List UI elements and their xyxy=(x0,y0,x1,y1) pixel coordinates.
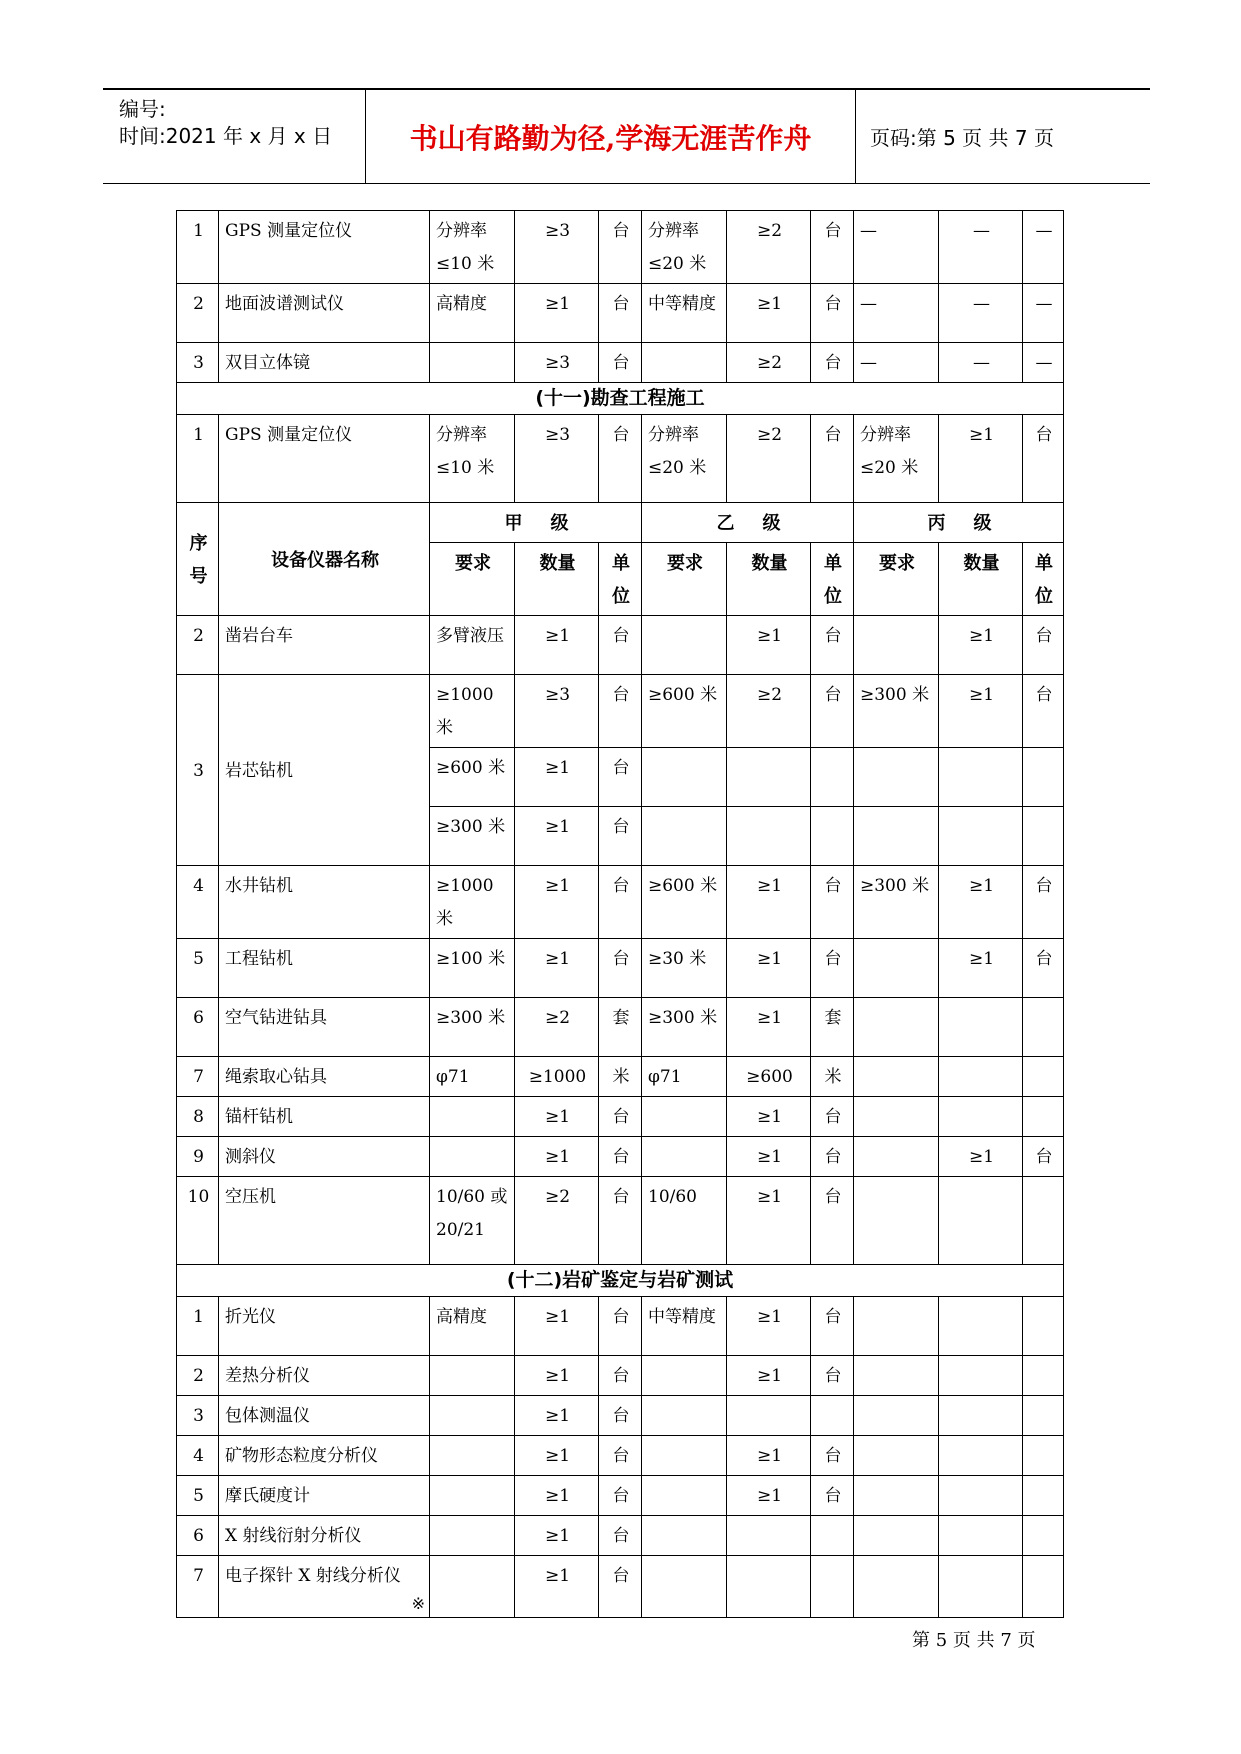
grade-b-requirement xyxy=(642,1137,727,1177)
grade-a-quantity: ≥1 xyxy=(515,807,599,866)
header-quantity: 数量 xyxy=(727,543,811,616)
row-number: 4 xyxy=(177,866,219,939)
grade-b-unit: 米 xyxy=(811,1057,854,1097)
grade-a-requirement: ≥1000 米 xyxy=(430,866,515,939)
grade-a-unit: 台 xyxy=(599,807,642,866)
grade-a-unit: 米 xyxy=(599,1057,642,1097)
grade-a-quantity: ≥3 xyxy=(515,343,599,383)
table-row xyxy=(177,1137,1064,1177)
header-middle-cell xyxy=(366,90,856,183)
grade-b-requirement xyxy=(642,1356,727,1396)
grade-b-requirement: 分辨率≤20 米 xyxy=(642,211,727,284)
row-number: 8 xyxy=(177,1097,219,1137)
grade-b-requirement: 中等精度 xyxy=(642,1297,727,1356)
grade-a-unit: 台 xyxy=(599,1297,642,1356)
grade-a-unit: 台 xyxy=(599,1137,642,1177)
grade-c-requirement xyxy=(854,1396,939,1436)
grade-c-unit: — xyxy=(1023,284,1064,343)
grade-b-quantity: ≥1 xyxy=(727,616,811,675)
grade-c-quantity xyxy=(939,1516,1023,1556)
grade-a-requirement xyxy=(430,1476,515,1516)
grade-a-unit: 台 xyxy=(599,939,642,998)
grade-c-unit xyxy=(1023,1297,1064,1356)
grade-c-quantity xyxy=(939,1097,1023,1137)
header-grade-a: 甲级 xyxy=(430,503,642,543)
section-heading-11: (十一)勘查工程施工 xyxy=(177,383,1064,415)
header-name: 设备仪器名称 xyxy=(219,503,430,616)
header-unit: 单位 xyxy=(599,543,642,616)
grade-c-unit xyxy=(1023,1057,1064,1097)
grade-c-requirement xyxy=(854,1476,939,1516)
grade-b-quantity: ≥1 xyxy=(727,866,811,939)
grade-b-quantity: ≥2 xyxy=(727,343,811,383)
grade-a-requirement xyxy=(430,1396,515,1436)
grade-c-requirement: — xyxy=(854,211,939,284)
row-number: 10 xyxy=(177,1177,219,1265)
grade-a-quantity: ≥3 xyxy=(515,675,599,748)
equipment-name: 地面波谱测试仪 xyxy=(219,284,430,343)
grade-c-requirement xyxy=(854,1097,939,1137)
row-number: 9 xyxy=(177,1137,219,1177)
equipment-name: GPS 测量定位仪 xyxy=(219,211,430,284)
equipment-name: GPS 测量定位仪 xyxy=(219,415,430,503)
equipment-name: 摩氏硬度计 xyxy=(219,1476,430,1516)
grade-a-unit: 台 xyxy=(599,1556,642,1618)
row-number: 6 xyxy=(177,998,219,1057)
grade-c-unit: 台 xyxy=(1023,675,1064,748)
grade-a-requirement: ≥600 米 xyxy=(430,748,515,807)
grade-a-unit: 套 xyxy=(599,998,642,1057)
row-number: 3 xyxy=(177,1396,219,1436)
grade-c-unit xyxy=(1023,1476,1064,1516)
grade-b-unit: 台 xyxy=(811,1436,854,1476)
grade-c-quantity xyxy=(939,1057,1023,1097)
grade-b-quantity: ≥1 xyxy=(727,1297,811,1356)
equipment-name: 双目立体镜 xyxy=(219,343,430,383)
grade-b-requirement: ≥300 米 xyxy=(642,998,727,1057)
grade-a-unit: 台 xyxy=(599,343,642,383)
equipment-name: 包体测温仪 xyxy=(219,1396,430,1436)
row-number: 7 xyxy=(177,1057,219,1097)
grade-b-requirement: ≥600 米 xyxy=(642,866,727,939)
grade-c-requirement xyxy=(854,1556,939,1618)
grade-a-requirement: ≥300 米 xyxy=(430,998,515,1057)
equipment-name: 空压机 xyxy=(219,1177,430,1265)
grade-b-quantity xyxy=(727,1556,811,1618)
table-row xyxy=(177,939,1064,998)
header-quantity: 数量 xyxy=(515,543,599,616)
equipment-name: 折光仪 xyxy=(219,1297,430,1356)
grade-b-requirement xyxy=(642,1396,727,1436)
table-row xyxy=(177,675,1064,748)
grade-b-requirement: 10/60 xyxy=(642,1177,727,1265)
row-number: 5 xyxy=(177,1476,219,1516)
grade-a-requirement xyxy=(430,1137,515,1177)
grade-c-requirement: ≥300 米 xyxy=(854,675,939,748)
grade-b-unit: 台 xyxy=(811,211,854,284)
grade-c-quantity xyxy=(939,1556,1023,1618)
grade-c-unit xyxy=(1023,1356,1064,1396)
table-row xyxy=(177,211,1064,284)
grade-c-requirement xyxy=(854,1297,939,1356)
grade-c-quantity: — xyxy=(939,211,1023,284)
grade-c-unit xyxy=(1023,1097,1064,1137)
equipment-name: 凿岩台车 xyxy=(219,616,430,675)
grade-c-requirement xyxy=(854,1057,939,1097)
grade-a-quantity: ≥1 xyxy=(515,1476,599,1516)
section-row xyxy=(177,1265,1064,1297)
grade-c-requirement: — xyxy=(854,284,939,343)
grade-c-requirement xyxy=(854,1516,939,1556)
grade-a-quantity: ≥1 xyxy=(515,1516,599,1556)
grade-a-requirement: 10/60 或 20/21 xyxy=(430,1177,515,1265)
table-row xyxy=(177,284,1064,343)
grade-c-quantity xyxy=(939,1297,1023,1356)
grade-c-unit: — xyxy=(1023,211,1064,284)
grade-c-requirement: — xyxy=(854,343,939,383)
grade-c-requirement xyxy=(854,939,939,998)
equipment-name: 测斜仪 xyxy=(219,1137,430,1177)
page-header xyxy=(103,88,1150,184)
grade-a-requirement xyxy=(430,1516,515,1556)
reference-mark: ※ xyxy=(411,1594,425,1613)
row-number: 6 xyxy=(177,1516,219,1556)
grade-b-quantity: ≥1 xyxy=(727,1476,811,1516)
grade-a-quantity: ≥1 xyxy=(515,1436,599,1476)
table-row xyxy=(177,1396,1064,1436)
grade-c-requirement xyxy=(854,616,939,675)
grade-b-unit: 台 xyxy=(811,1356,854,1396)
equipment-name: 差热分析仪 xyxy=(219,1356,430,1396)
grade-a-unit: 台 xyxy=(599,616,642,675)
grade-c-quantity xyxy=(939,1396,1023,1436)
grade-c-requirement: ≥300 米 xyxy=(854,866,939,939)
table-row xyxy=(177,1556,1064,1618)
grade-b-requirement xyxy=(642,748,727,807)
table-row xyxy=(177,415,1064,503)
grade-c-unit: 台 xyxy=(1023,866,1064,939)
grade-c-requirement xyxy=(854,998,939,1057)
grade-b-quantity xyxy=(727,1516,811,1556)
grade-a-unit: 台 xyxy=(599,748,642,807)
grade-b-requirement: ≥600 米 xyxy=(642,675,727,748)
grade-c-requirement xyxy=(854,748,939,807)
section-heading-12: (十二)岩矿鉴定与岩矿测试 xyxy=(177,1265,1064,1297)
grade-c-quantity: ≥1 xyxy=(939,616,1023,675)
grade-a-unit: 台 xyxy=(599,1177,642,1265)
grade-b-requirement xyxy=(642,1516,727,1556)
grade-b-unit: 台 xyxy=(811,866,854,939)
row-number: 1 xyxy=(177,1297,219,1356)
table-row xyxy=(177,616,1064,675)
grade-c-quantity xyxy=(939,1177,1023,1265)
grade-c-unit xyxy=(1023,807,1064,866)
grade-c-unit xyxy=(1023,1396,1064,1436)
grade-c-requirement xyxy=(854,1177,939,1265)
grade-a-requirement: ≥100 米 xyxy=(430,939,515,998)
grade-b-unit: 台 xyxy=(811,1177,854,1265)
grade-c-quantity: ≥1 xyxy=(939,939,1023,998)
header-quantity: 数量 xyxy=(939,543,1023,616)
header-grade-b: 乙级 xyxy=(642,503,854,543)
grade-a-requirement xyxy=(430,1097,515,1137)
grade-c-requirement xyxy=(854,1436,939,1476)
grade-a-quantity: ≥1 xyxy=(515,284,599,343)
header-unit: 单位 xyxy=(1023,543,1064,616)
equipment-name: 空气钻进钻具 xyxy=(219,998,430,1057)
grade-b-requirement: 分辨率≤20 米 xyxy=(642,415,727,503)
grade-c-quantity: — xyxy=(939,343,1023,383)
row-number: 1 xyxy=(177,415,219,503)
row-number: 4 xyxy=(177,1436,219,1476)
row-number: 2 xyxy=(177,284,219,343)
table-row xyxy=(177,1516,1064,1556)
grade-a-requirement xyxy=(430,1356,515,1396)
grade-b-unit xyxy=(811,1396,854,1436)
grade-a-quantity: ≥3 xyxy=(515,211,599,284)
grade-b-quantity: ≥1 xyxy=(727,998,811,1057)
grade-b-unit: 台 xyxy=(811,284,854,343)
header-left-cell xyxy=(103,90,366,183)
grade-b-unit: 台 xyxy=(811,1137,854,1177)
header-page-number: 页码:第 5 页 共 7 页 xyxy=(870,126,1054,150)
header-row xyxy=(177,503,1064,543)
grade-b-unit: 套 xyxy=(811,998,854,1057)
grade-a-requirement: ≥1000 米 xyxy=(430,675,515,748)
equipment-name: 锚杆钻机 xyxy=(219,1097,430,1137)
grade-a-quantity: ≥1 xyxy=(515,748,599,807)
grade-a-quantity: ≥1 xyxy=(515,1097,599,1137)
grade-b-quantity: ≥1 xyxy=(727,1097,811,1137)
grade-c-quantity xyxy=(939,748,1023,807)
grade-b-unit xyxy=(811,1516,854,1556)
grade-b-requirement xyxy=(642,343,727,383)
grade-a-quantity: ≥1 xyxy=(515,866,599,939)
grade-a-unit: 台 xyxy=(599,1516,642,1556)
row-number: 3 xyxy=(177,675,219,866)
row-number: 1 xyxy=(177,211,219,284)
grade-a-unit: 台 xyxy=(599,1097,642,1137)
row-number: 5 xyxy=(177,939,219,998)
row-number: 7 xyxy=(177,1556,219,1618)
header-motto: 书山有路勤为径,学海无涯苦作舟 xyxy=(409,121,812,155)
section-row xyxy=(177,383,1064,415)
grade-a-quantity: ≥1000 xyxy=(515,1057,599,1097)
grade-b-requirement xyxy=(642,1436,727,1476)
grade-b-unit xyxy=(811,807,854,866)
document-time-label: 时间:2021 年 x 月 x 日 xyxy=(119,124,333,148)
table-row xyxy=(177,866,1064,939)
grade-a-requirement: 分辨率≤10 米 xyxy=(430,415,515,503)
equipment-name: 岩芯钻机 xyxy=(219,675,430,866)
grade-b-unit: 台 xyxy=(811,415,854,503)
header-grade-c: 丙级 xyxy=(854,503,1064,543)
grade-c-unit: 台 xyxy=(1023,939,1064,998)
grade-a-unit: 台 xyxy=(599,1436,642,1476)
grade-b-unit: 台 xyxy=(811,616,854,675)
grade-a-quantity: ≥1 xyxy=(515,1297,599,1356)
equipment-name: 工程钻机 xyxy=(219,939,430,998)
grade-b-quantity: ≥1 xyxy=(727,1356,811,1396)
grade-b-requirement xyxy=(642,1476,727,1516)
header-requirement: 要求 xyxy=(642,543,727,616)
grade-a-requirement xyxy=(430,1436,515,1476)
grade-b-unit: 台 xyxy=(811,1476,854,1516)
grade-b-unit: 台 xyxy=(811,1097,854,1137)
grade-a-requirement: 高精度 xyxy=(430,1297,515,1356)
equipment-name: 矿物形态粒度分析仪 xyxy=(219,1436,430,1476)
grade-c-requirement: 分辨率≤20 米 xyxy=(854,415,939,503)
header-unit: 单位 xyxy=(811,543,854,616)
grade-a-quantity: ≥1 xyxy=(515,939,599,998)
table-row xyxy=(177,1476,1064,1516)
grade-a-quantity: ≥1 xyxy=(515,1556,599,1618)
row-number: 3 xyxy=(177,343,219,383)
table-row xyxy=(177,1436,1064,1476)
grade-b-requirement xyxy=(642,616,727,675)
grade-c-requirement xyxy=(854,1137,939,1177)
grade-a-quantity: ≥2 xyxy=(515,1177,599,1265)
grade-b-requirement: 中等精度 xyxy=(642,284,727,343)
header-requirement: 要求 xyxy=(430,543,515,616)
grade-b-quantity: ≥1 xyxy=(727,1137,811,1177)
grade-c-unit xyxy=(1023,1516,1064,1556)
grade-c-unit: 台 xyxy=(1023,1137,1064,1177)
grade-b-quantity: ≥2 xyxy=(727,675,811,748)
grade-b-quantity: ≥600 xyxy=(727,1057,811,1097)
header-requirement: 要求 xyxy=(854,543,939,616)
grade-c-quantity: ≥1 xyxy=(939,866,1023,939)
grade-b-requirement: ≥30 米 xyxy=(642,939,727,998)
grade-b-quantity xyxy=(727,1396,811,1436)
row-number: 2 xyxy=(177,1356,219,1396)
header-seq: 序号 xyxy=(177,503,219,616)
table-row xyxy=(177,343,1064,383)
grade-c-requirement xyxy=(854,807,939,866)
grade-b-unit xyxy=(811,748,854,807)
page-footer: 第 5 页 共 7 页 xyxy=(912,1630,1036,1651)
grade-c-unit: 台 xyxy=(1023,616,1064,675)
grade-a-requirement: φ71 xyxy=(430,1057,515,1097)
grade-a-unit: 台 xyxy=(599,1356,642,1396)
grade-a-requirement: ≥300 米 xyxy=(430,807,515,866)
grade-b-quantity xyxy=(727,807,811,866)
grade-c-quantity: ≥1 xyxy=(939,1137,1023,1177)
grade-b-quantity: ≥2 xyxy=(727,211,811,284)
grade-c-quantity xyxy=(939,1436,1023,1476)
grade-b-unit: 台 xyxy=(811,343,854,383)
grade-b-unit: 台 xyxy=(811,1297,854,1356)
grade-b-requirement xyxy=(642,1556,727,1618)
table-row xyxy=(177,998,1064,1057)
grade-a-quantity: ≥1 xyxy=(515,1137,599,1177)
equipment-name: X 射线衍射分析仪 xyxy=(219,1516,430,1556)
grade-b-unit xyxy=(811,1556,854,1618)
grade-c-quantity xyxy=(939,807,1023,866)
grade-c-unit xyxy=(1023,998,1064,1057)
grade-a-unit: 台 xyxy=(599,1476,642,1516)
grade-b-quantity: ≥1 xyxy=(727,939,811,998)
equipment-name-text: 电子探针 X 射线分析仪 xyxy=(225,1566,401,1586)
table-row xyxy=(177,1177,1064,1265)
grade-a-quantity: ≥1 xyxy=(515,1356,599,1396)
row-number: 2 xyxy=(177,616,219,675)
grade-b-quantity: ≥1 xyxy=(727,284,811,343)
grade-c-unit: — xyxy=(1023,343,1064,383)
grade-a-requirement xyxy=(430,1556,515,1618)
grade-c-quantity xyxy=(939,1476,1023,1516)
grade-b-quantity xyxy=(727,748,811,807)
header-right-cell xyxy=(856,90,1150,183)
grade-a-requirement xyxy=(430,343,515,383)
table-row xyxy=(177,1356,1064,1396)
grade-b-quantity: ≥2 xyxy=(727,415,811,503)
grade-a-unit: 台 xyxy=(599,866,642,939)
grade-b-unit: 台 xyxy=(811,939,854,998)
grade-a-unit: 台 xyxy=(599,415,642,503)
grade-c-unit: 台 xyxy=(1023,415,1064,503)
table-row xyxy=(177,1057,1064,1097)
grade-b-requirement: φ71 xyxy=(642,1057,727,1097)
grade-c-unit xyxy=(1023,1556,1064,1618)
grade-a-requirement: 多臂液压 xyxy=(430,616,515,675)
table-row xyxy=(177,1297,1064,1356)
grade-c-unit xyxy=(1023,748,1064,807)
document-code-label: 编号: xyxy=(119,97,166,121)
equipment-name: 水井钻机 xyxy=(219,866,430,939)
grade-a-unit: 台 xyxy=(599,211,642,284)
grade-a-unit: 台 xyxy=(599,1396,642,1436)
grade-c-quantity xyxy=(939,998,1023,1057)
grade-c-quantity xyxy=(939,1356,1023,1396)
equipment-name xyxy=(219,1556,430,1618)
grade-a-requirement: 分辨率≤10 米 xyxy=(430,211,515,284)
grade-a-quantity: ≥1 xyxy=(515,616,599,675)
grade-c-unit xyxy=(1023,1436,1064,1476)
equipment-table xyxy=(176,210,1064,1618)
grade-c-requirement xyxy=(854,1356,939,1396)
grade-b-requirement xyxy=(642,1097,727,1137)
grade-a-quantity: ≥3 xyxy=(515,415,599,503)
grade-a-requirement: 高精度 xyxy=(430,284,515,343)
grade-a-quantity: ≥2 xyxy=(515,998,599,1057)
grade-a-unit: 台 xyxy=(599,675,642,748)
grade-a-quantity: ≥1 xyxy=(515,1396,599,1436)
grade-c-quantity: ≥1 xyxy=(939,415,1023,503)
grade-c-quantity: ≥1 xyxy=(939,675,1023,748)
table-row xyxy=(177,1097,1064,1137)
grade-b-requirement xyxy=(642,807,727,866)
grade-b-unit: 台 xyxy=(811,675,854,748)
grade-c-quantity: — xyxy=(939,284,1023,343)
grade-c-unit xyxy=(1023,1177,1064,1265)
grade-a-unit: 台 xyxy=(599,284,642,343)
grade-b-quantity: ≥1 xyxy=(727,1436,811,1476)
grade-b-quantity: ≥1 xyxy=(727,1177,811,1265)
equipment-name: 绳索取心钻具 xyxy=(219,1057,430,1097)
